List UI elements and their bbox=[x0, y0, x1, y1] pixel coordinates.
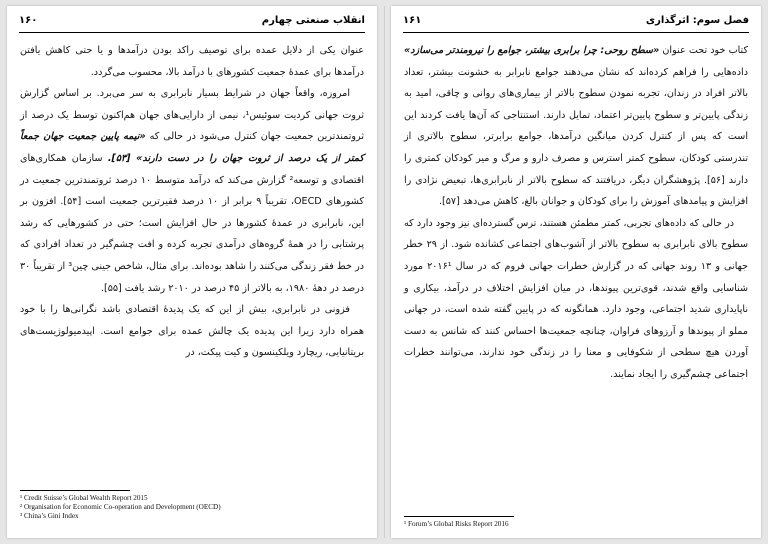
right-page bbox=[391, 6, 761, 538]
footnote: ³ China’s Gini Index bbox=[20, 511, 79, 520]
footnote-rule bbox=[404, 516, 514, 517]
bold-quote: «نیمه پایین جمعیت جهان جمعاً کمتر از یک درصد از ثروت جهان را در دست دارند» [۵۳]. bbox=[20, 131, 364, 164]
footnote-rule bbox=[20, 490, 130, 491]
paragraph-text: کتاب خود تحت عنوان bbox=[662, 45, 749, 56]
paragraph-text: سازمان همکاری‌های اقتصادی و توسعه² گزارش می‌کند که درآمد متوسط ۱۰ درصد ثروتمندترین جمعیت در کشورهای OECD، تقریباً ۹ برابر از ۱۰ درصد فقیرترین جمعیت است [۵۴]. افزون بر این، نابرابری در عمدهٔ کشورها در حال افزایش است؛ حتی در کشورهایی که رشد پرشتابی را در همهٔ گروه‌های درآمدی تجربه کرده و افت چشم‌گیر در تعداد افرادی که در خط فقر زندگی می‌کنند را شاهد بوده‌اند. برای مثال، شاخص جینی چین³ از تقریباً ۳۰ درصد در دههٔ ۱۹۸۰، به بالاتر از ۴۵ درصد در ۲۰۱۰ رشد یافت [۵۵]. bbox=[20, 152, 364, 294]
footnotes bbox=[404, 520, 509, 529]
footnotes bbox=[20, 494, 221, 520]
paragraph-text: امروزه، واقعاً جهان در شرایط بسیار نابرابری به سر می‌برد. بر اساس گزارش ثروت جهانی کردیت سوئیس¹، نیمی از دارایی‌های جهان هم‌اکنون توسط یک درصد از ثروتمندترین جمعیت جهان کنترل می‌شود در حالی که bbox=[20, 88, 364, 143]
right-page-body bbox=[404, 40, 748, 386]
right-page-header bbox=[403, 12, 749, 33]
footnote: ¹ Forum’s Global Risks Report 2016 bbox=[404, 520, 509, 528]
paragraph bbox=[20, 83, 364, 299]
left-page bbox=[7, 6, 377, 538]
paragraph: فزونی در نابرابری، بیش از این که یک پدیدهٔ اقتصادی باشد نگرانی‌ها را با خود همراه دارد زیرا این پدیده یک چالش عمده برای جوامع است. اپیدمیولوژیست‌های بریتانیایی، ریچارد ویلکینسون و کیت پیکت، در bbox=[20, 304, 364, 359]
paragraph: عنوان یکی از دلایل عمده برای توصیف راکد بودن درآمدها و یا حتی کاهش یافتن درآمدها برای عمدهٔ جمعیت کشورهای با درآمد بالا، محسوب می‌گردد. bbox=[20, 45, 364, 78]
book-title: «سطح روحی: چرا برابری بیشتر، جوامع را نیرومندتر می‌سازد» bbox=[404, 45, 660, 56]
footnote: ² Organisation for Economic Co-operation and Development (OECD) bbox=[20, 502, 221, 511]
paragraph-text: داده‌هایی را فراهم کرده‌اند که نشان می‌دهند جوامع نابرابر به خشونت بیشتر، تعداد بالاتر افراد در زندان، تجربه نمودن سطوح بالاتر از بیماری‌های روانی و چاقی، امید به زندگی پایین‌تر و سطوح پایین‌تر اعتماد، تمایل دارند. استنتاجی که آن‌ها یافت کردند این است که پس از کنترل کردن میانگین درآمدها، جوامع برابرتر، سطوح بالاتری از تندرستی کودکان، سطوح کمتر استرس و مصرف دارو و مرگ و میر کودکان کمتری را دارند [۵۶]. پژوهشگران دیگر، دریافتند که سطوح بالاتر از نابرابری‌ها، تبعیض نژادی را افزایش و پیامدهای آموزش را برای کودکان و جوانان بالغ، کاهش می‌دهد [۵۷]. bbox=[404, 66, 748, 208]
running-title: انقلاب صنعتی چهارم bbox=[261, 15, 365, 26]
page-number: ۱۶۱ bbox=[403, 15, 422, 26]
left-page-body bbox=[20, 40, 364, 364]
paragraph bbox=[404, 40, 748, 213]
footnote: ¹ Credit Suisse’s Global Wealth Report 2015 bbox=[20, 494, 148, 502]
page-number: ۱۶۰ bbox=[19, 15, 38, 26]
paragraph: در حالی که داده‌های تجربی، کمتر مطمئن هستند، ترس گسترده‌ای نیز وجود دارد که سطوح بالای نابرابری به سطوح بالاتر از آشوب‌های اجتماعی کشانده شود. از ۲۹ خطر جهانی و ۱۳ روند جهانی که در گزارش خطرات جهانی فروم که در سال ۲۰۱۶¹ مورد شناسایی واقع شدند، قوی‌ترین پیوندها، در میان افزایش اختلاف در درآمد، بیکاری و ناپایداری شدید اجتماعی، وجود دارد. همانگونه که در پایین گفته شده است، در جهانی مملو از پیوندها و آرزوهای فراوان، چنانچه جمعیت‌ها احساس کنند که شانس به دست آوردن هیچ سطحی از شکوفایی و معنا را در زندگی خود ندارند، می‌توانند خطرات اجتماعی چشم‌گیری را ایجاد نمایند. bbox=[404, 217, 748, 380]
book-gutter bbox=[384, 6, 385, 538]
left-page-header bbox=[19, 12, 365, 33]
running-title: فصل سوم: اثرگذاری bbox=[645, 15, 749, 26]
